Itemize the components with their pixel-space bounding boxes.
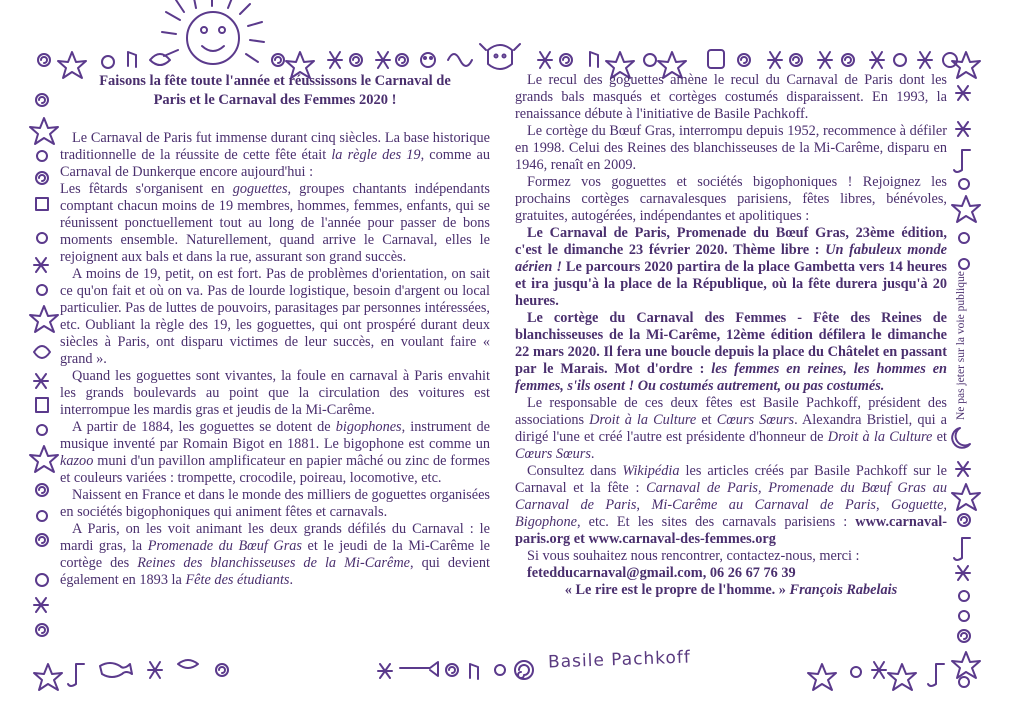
left-paragraph-6: Naissent en France et dans le monde des milliers de goguettes organisées en sociétés bigophoniques qui animent fêtes et carnavals. bbox=[60, 487, 490, 520]
left-column bbox=[60, 72, 490, 589]
left-paragraph-2: Les fêtards s'organisent en goguettes, groupes chantants indépendants comptant chacun moins de 19 membres, hommes, femmes, enfants, qui se réunissent ponctuellement tout au long de l'année pour passer de bons moments ensemble. Naturellement, quand arrive le Carnaval, elles le rejoignent aux bals et dans la rue, assurant son grand succès. bbox=[60, 181, 490, 265]
left-paragraph-7: A Paris, on les voit animant les deux grands défilés du Carnaval : le mardi gras, la Promenade du Bœuf Gras et le jeudi de la Mi-Carême le cortège des Reines des blanchisseuses de la Mi-Carême, qui devient également en 1893 la Fête des étudiants. bbox=[60, 521, 491, 588]
flyer-title bbox=[60, 72, 490, 110]
left-paragraph-1: Le Carnaval de Paris fut immense durant cinq siècles. La base historique traditionnelle de la réussite de cette fête était la règle des 19, comme au Carnaval de Dunkerque encore aujourd'hui : bbox=[60, 130, 490, 180]
quote-line: « Le rire est le propre de l'homme. » François Rabelais bbox=[564, 582, 898, 598]
right-paragraph-7: Consultez dans Wikipédia les articles créés par Basile Pachkoff sur le Carnaval et la fête : Carnaval de Paris, Promenade du Bœuf Gras au Carnaval de Paris, Mi-Carême au Carnaval de Paris, Goguette, Bigophone, etc. Et les sites des carnavals parisiens : www.carnaval-paris.org et www.carnaval-des-femmes.org bbox=[515, 463, 947, 547]
right-paragraph-3: Formez vos goguettes et sociétés bigophoniques ! Rejoignez les prochains cortèges carnavalesques parisiens, fêtes libres, bénévoles, gratuites, autogérées, indépendantes et apolitiques : bbox=[515, 174, 947, 224]
left-doodles bbox=[30, 94, 58, 636]
right-column bbox=[515, 72, 947, 599]
signature: Basile Pachkoff bbox=[547, 647, 692, 673]
bottom-doodles bbox=[34, 660, 969, 690]
right-paragraph-6: Le responsable de ces deux fêtes est Basile Pachkoff, président des associations Droit à la Culture et Cœurs Sœurs. Alexandra Bristiel, qui a dirigé l'une et créé l'autre est présidente d'honneur de Droit à la Culture et Cœurs Sœurs. bbox=[515, 395, 948, 462]
left-paragraph-3: A moins de 19, petit, on est fort. Pas de problèmes d'orientation, on sait ce qu'on fait et où on va. Pas de lourde logistique, besoin d'argent ou local particulier. Pas de luttes de pouvoirs, parasitages par personnes intéressées, etc. Oubliant la règle des 19, les goguettes, qui ont prospéré durant deux siècles à Paris, ont disparu victimes de leur succès, en voulant faire « grand ». bbox=[60, 266, 490, 367]
title-line-2: Paris et le Carnaval des Femmes 2020 ! bbox=[153, 92, 397, 108]
contact-line: fetedducarnaval@gmail.com, 06 26 67 76 39 bbox=[527, 565, 796, 581]
right-paragraph-8: Si vous souhaitez nous rencontrer, contactez-nous, merci : bbox=[527, 548, 860, 564]
right-paragraph-4: Le Carnaval de Paris, Promenade du Bœuf Gras, 23ème édition, c'est le dimanche 23 février 2020. Thème libre : Un fabuleux monde aérien ! Le parcours 2020 partira de la place Gambetta vers 14 heures et ira jusqu'à la place de la République, où la fête durera jusqu'à 20 heures. bbox=[515, 225, 947, 309]
right-paragraph-1: Le recul des goguettes amène le recul du Carnaval de Paris dont les grands bals masqués et cortèges costumés disparaissent. En 1993, la renaissance débute à l'initiative de Basile Pachkoff. bbox=[515, 72, 947, 122]
vertical-note: Ne pas jeter sur la voie publique bbox=[955, 271, 967, 420]
right-paragraph-2: Le cortège du Bœuf Gras, interrompu depuis 1952, recommence à défiler en 1998. Celui des Reines des blanchisseuses de la Mi-Carême, disparu en 1946, renaît en 2009. bbox=[515, 123, 947, 173]
right-paragraph-5: Le cortège du Carnaval des Femmes - Fête des Reines de blanchisseuses de la Mi-Carême, 12ème édition défilera le dimanche 22 mars 2020. Il fera une boucle depuis la place du Châtelet en passant par le Marais. Mot d'ordre : les femmes en reines, les hommes en femmes, s'ils osent ! Ou costumés autrement, ou pas costumés. bbox=[515, 310, 947, 394]
left-paragraph-4: Quand les goguettes sont vivantes, la foule en carnaval à Paris envahit les grands boulevards au point que la circulation des voitures est interrompue les mardis gras et jeudis de la Mi-Carême. bbox=[60, 368, 490, 418]
title-line-1: Faisons la fête toute l'année et réussissons le Carnaval de bbox=[99, 73, 451, 89]
sun-face-icon bbox=[162, 0, 264, 64]
left-paragraph-5: A partir de 1884, les goguettes se dotent de bigophones, instrument de musique inventé par Romain Bigot en 1881. Le bigophone est comme un kazoo muni d'un pavillon amplificateur en papier mâché ou zinc de formes et couleurs variées : trompette, crocodile, poireau, locomotive, etc. bbox=[60, 419, 491, 486]
